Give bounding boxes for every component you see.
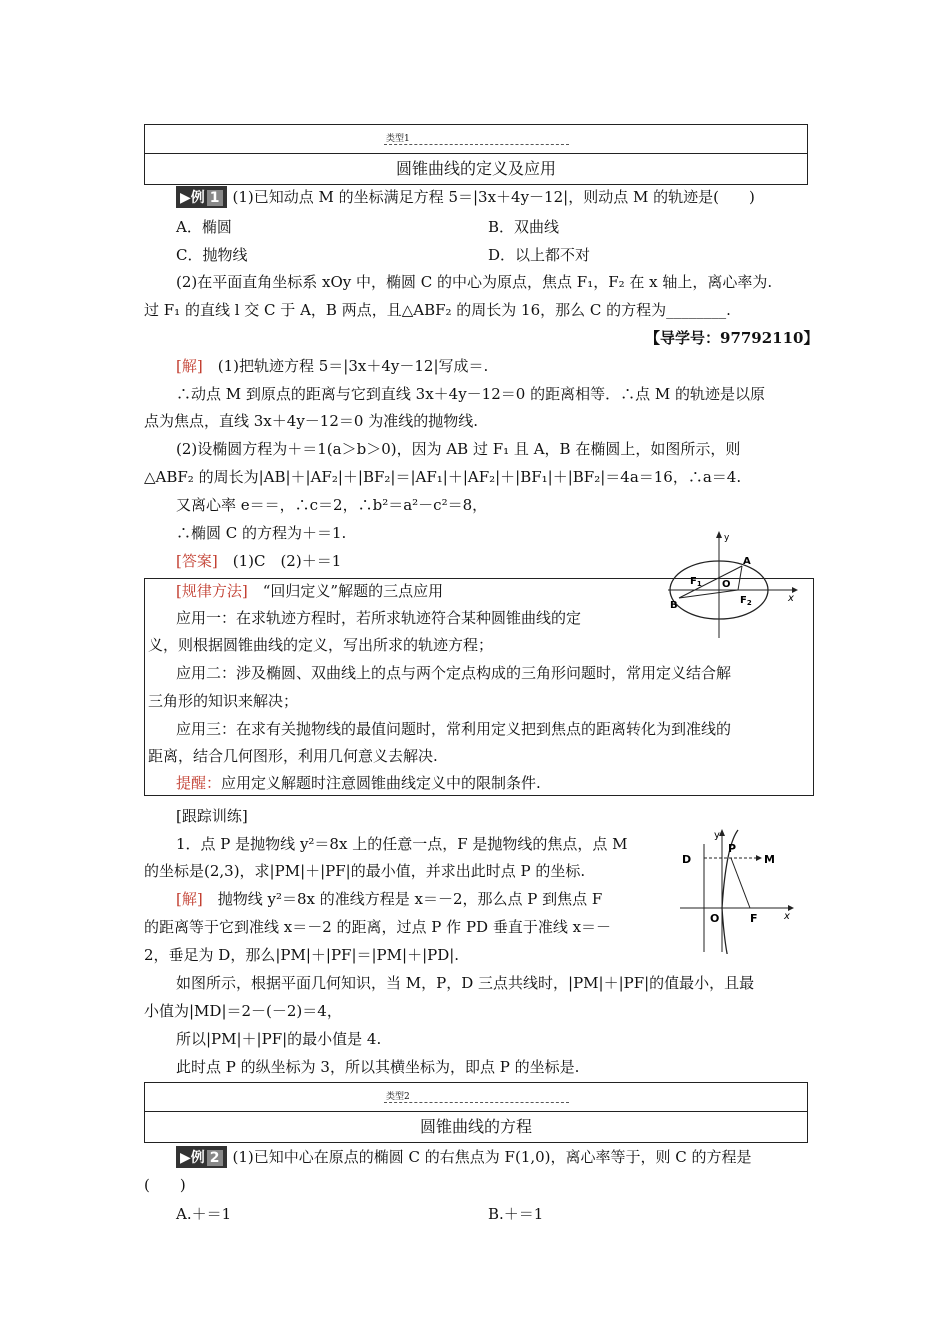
solution1-line3: 点为焦点，直线 3x＋4y－12＝0 为准线的抛物线. <box>144 412 478 430</box>
example1-option-c: C．抛物线 <box>176 246 248 264</box>
training-problem-line1: 1．点 P 是抛物线 y²＝8x 上的任意一点，F 是抛物线的焦点，点 M <box>176 835 628 853</box>
parabola-x-label: x <box>784 911 790 922</box>
method-tip-label: 提醒： <box>176 774 222 792</box>
example2-option-b: B.＋＝1 <box>488 1205 544 1223</box>
type2-tag: 类型2 <box>384 1089 569 1103</box>
type1-tag: 类型1 <box>384 131 569 145</box>
solution1-line2: ∴动点 M 到原点的距离与它到直线 3x＋4y－12＝0 的距离相等．∴点 M 的轨迹是以原 <box>176 385 765 403</box>
example2-question-line1: ▶例 2 (1)已知中心在原点的椭圆 C 的右焦点为 F(1,0)，离心率等于，则 C 的方程是 <box>176 1146 752 1168</box>
example2-option-a: A.＋＝1 <box>176 1205 232 1223</box>
parabola-focus: F <box>750 912 758 925</box>
parabola-figure <box>676 826 800 954</box>
parabola-origin: O <box>710 912 720 925</box>
solution1-label: [解] <box>176 357 203 375</box>
ellipse-figure <box>660 528 800 640</box>
parabola-point-p: P <box>728 842 737 855</box>
example1-option-d: D．以上都不对 <box>488 246 591 264</box>
method-a2-line1: 应用二：涉及椭圆、双曲线上的点与两个定点构成的三角形问题时，常用定义结合解 <box>176 664 732 682</box>
method-a1-line1: 应用一：在求轨迹方程时，若所求轨迹符合某种圆锥曲线的定 <box>176 609 582 627</box>
training-solution-line4: 如图所示，根据平面几何知识，当 M，P，D 三点共线时，|PM|＋|PF|的值最小，且最 <box>176 974 755 992</box>
ellipse-focus2: $F_2$ <box>740 595 752 607</box>
ellipse-origin: O <box>722 579 731 590</box>
ellipse-x-label: x <box>788 593 794 604</box>
example2-badge: ▶例 2 <box>176 1146 227 1168</box>
solution1-line1: [解] (1)把轨迹方程 5＝|3x＋4y－12|写成＝. <box>176 357 489 375</box>
answer1-label: [答案] <box>176 552 218 570</box>
method-label: [规律方法] <box>176 582 248 600</box>
method-a3-line2: 距离，结合几何图形，利用几何意义去解决. <box>148 747 438 765</box>
solution1-line4: (2)设椭圆方程为＋＝1(a＞b＞0)，因为 AB 过 F₁ 且 A，B 在椭圆上，如图所示，则 <box>176 440 741 458</box>
example1-q2-line2: 过 F₁ 的直线 l 交 C 于 A，B 两点，且△ABF₂ 的周长为 16，那么 C 的方程为________. <box>144 301 731 319</box>
parabola-point-m: M <box>764 853 775 866</box>
example1-option-a: A．椭圆 <box>176 218 232 236</box>
example1-question <box>176 186 755 208</box>
type1-title: 圆锥曲线的定义及应用 <box>395 159 556 178</box>
answer1: [答案] (1)C (2)＋＝1 <box>176 552 342 570</box>
ellipse-point-b: B <box>670 600 678 611</box>
training-label: [跟踪训练] <box>176 807 248 825</box>
solution1-line5: △ABF₂ 的周长为|AB|＋|AF₂|＋|BF₂|＝|AF₁|＋|AF₂|＋|BF₁|＋|BF₂|＝4a＝16，∴a＝4. <box>144 468 742 486</box>
training-solution-line5: 小值为|MD|＝2－(－2)＝4， <box>144 1002 342 1020</box>
type1-header <box>144 124 808 185</box>
training-solution-label: [解] <box>176 890 203 908</box>
type2-title: 圆锥曲线的方程 <box>419 1117 532 1136</box>
parabola-point-d: D <box>682 853 692 866</box>
example1-option-b: B．双曲线 <box>488 218 560 236</box>
training-solution-line2: 的距离等于它到准线 x＝－2 的距离，过点 P 作 PD 垂直于准线 x＝－ <box>144 918 612 936</box>
ellipse-point-a: A <box>743 556 751 567</box>
method-a3-line1: 应用三：在求有关抛物线的最值问题时，常利用定义把到焦点的距离转化为到准线的 <box>176 720 732 738</box>
solution1-line7: ∴椭圆 C 的方程为＋＝1. <box>176 524 347 542</box>
method-a1-line2: 义，则根据圆锥曲线的定义，写出所求的轨迹方程； <box>148 636 494 654</box>
training-solution-line7: 此时点 P 的纵坐标为 3，所以其横坐标为，即点 P 的坐标是. <box>176 1058 580 1076</box>
ellipse-y-label: y <box>724 533 730 543</box>
solution1-line6: 又离心率 e＝＝，∴c＝2，∴b²＝a²－c²＝8， <box>176 496 488 514</box>
method-a2-line2: 三角形的知识来解决； <box>148 692 299 710</box>
example2-question-line2: ( ) <box>144 1176 186 1194</box>
training-solution-line1: [解] 抛物线 y²＝8x 的准线方程是 x＝－2，那么点 P 到焦点 F <box>176 890 603 908</box>
type2-header <box>144 1082 808 1143</box>
example1-badge: ▶例 1 <box>176 186 227 208</box>
training-solution-line3: 2，垂足为 D，那么|PM|＋|PF|＝|PM|＋|PD|. <box>144 946 460 964</box>
example1-q1: (1)已知动点 M 的坐标满足方程 5＝|3x＋4y－12|，则动点 M 的轨迹是( ) <box>232 188 755 206</box>
guide-number: 【导学号：97792110】 <box>645 329 819 347</box>
example1-q2-line1: (2)在平面直角坐标系 xOy 中，椭圆 C 的中心为原点，焦点 F₁，F₂ 在 x 轴上，离心率为. <box>176 273 773 291</box>
method-heading: [规律方法] “回归定义”解题的三点应用 <box>176 582 444 600</box>
training-problem-line2: 的坐标是(2,3)，求|PM|＋|PF|的最小值，并求出此时点 P 的坐标. <box>144 862 586 880</box>
ellipse-focus1: $F_1$ <box>690 576 702 588</box>
method-tip: 提醒：应用定义解题时注意圆锥曲线定义中的限制条件. <box>176 774 541 792</box>
training-solution-line6: 所以|PM|＋|PF|的最小值是 4. <box>176 1030 382 1048</box>
parabola-y-label: y <box>714 830 720 841</box>
